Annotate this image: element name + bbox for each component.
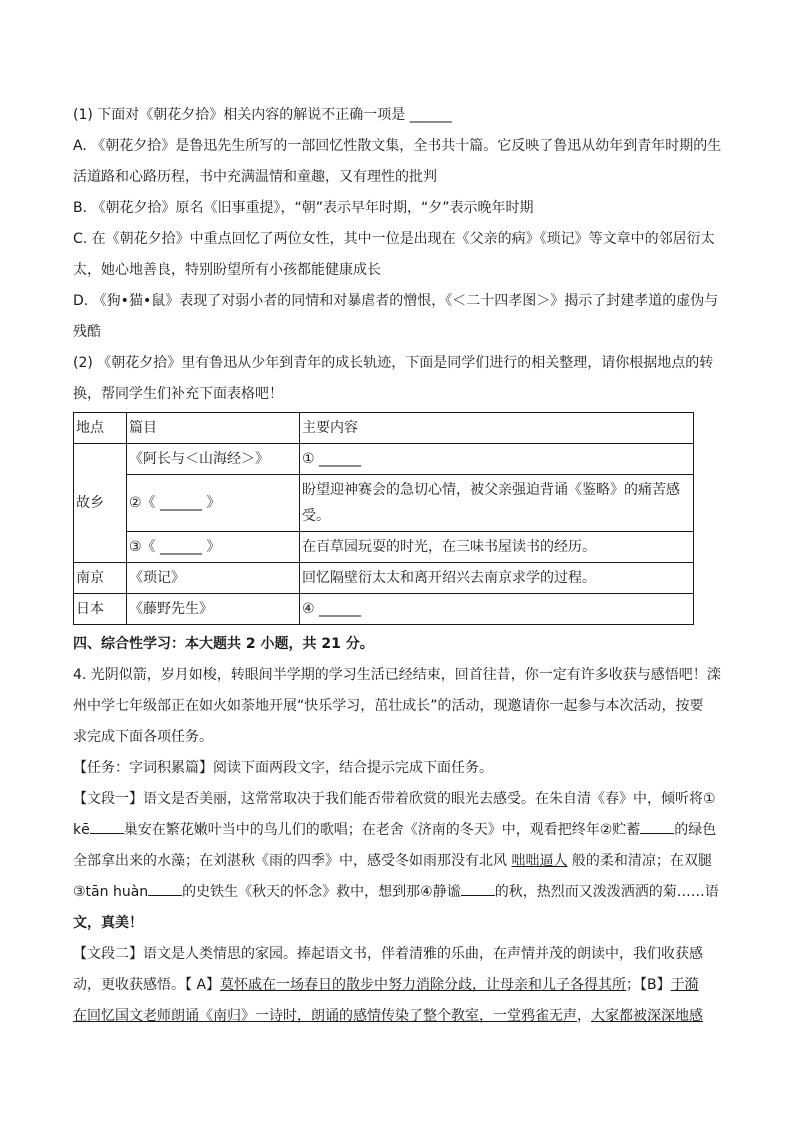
- passage1-line4: [73, 877, 723, 908]
- passage1-line4-end: 的秋，热烈而又泼泼洒洒的菊……语: [494, 884, 719, 900]
- comma: ，: [577, 1008, 591, 1024]
- answer-blank-4[interactable]: [461, 881, 495, 896]
- row5-content-blank[interactable]: ④ ______: [300, 594, 694, 625]
- passage2-line3: [73, 1001, 723, 1032]
- header-place: 地点: [74, 413, 127, 444]
- q1-stem: (1) 下面对《朝花夕拾》相关内容的解说不正确一项是 ______: [73, 107, 452, 123]
- passage1-line4-text: 的史铁生《秋天的怀念》救中，想到那④静谧: [182, 884, 461, 900]
- section4-heading: 四、综合性学习：本大题共 2 小题，共 21 分。: [73, 636, 374, 652]
- passage1-line2: [73, 815, 723, 846]
- answer-blank-1[interactable]: [90, 819, 124, 834]
- passage2-line2: [73, 970, 723, 1001]
- q1-option-a-line1: A. 《朝花夕拾》是鲁迅先生所写的一部回忆性散文集，全书共十篇。它反映了鲁迅从幼年到青年时期的生: [73, 138, 722, 154]
- row3-title-blank[interactable]: ③《 ______ 》: [127, 532, 300, 563]
- passage1-line3-end: 般的柔和清凉；在双腿: [567, 853, 712, 869]
- q4-intro-line1: 4. 光阴似箭，岁月如梭，转眼间半学期的学习生活已经结束，回首往昔，你一定有许多收获与感悟吧！滦: [73, 667, 721, 683]
- answer-blank-3[interactable]: [148, 881, 182, 896]
- passage1-line2-end: 的绿色: [674, 822, 717, 838]
- table-header-row: [74, 413, 694, 444]
- place-hometown: 故乡: [74, 444, 127, 563]
- table-row: [74, 594, 694, 625]
- passage1-line3: [73, 846, 723, 877]
- underlined-sentence-b-start: 于漪: [670, 977, 699, 993]
- table-row: [74, 475, 694, 532]
- answer-blank-2[interactable]: [640, 819, 674, 834]
- header-title: 篇目: [127, 413, 300, 444]
- q2-stem-line2: 换，帮同学生们补充下面表格吧！: [73, 386, 283, 402]
- passage1-line5: 文，真美！: [73, 915, 143, 931]
- page-content: [73, 100, 723, 1032]
- place-japan: 日本: [74, 594, 127, 625]
- row2-title-blank[interactable]: ②《 ______ 》: [127, 475, 300, 532]
- q1-option-c-line2: 太，她心地善良，特别盼望所有小孩都能健康成长: [73, 262, 381, 278]
- place-nanjing: 南京: [74, 563, 127, 594]
- row5-title: 《藤野先生》: [127, 594, 300, 625]
- q1-option-d-line1: D. 《狗•猫•鼠》表现了对弱小者的同情和对暴虐者的憎恨，《＜二十四孝图＞》揭示了封建孝道的虚伪与: [73, 293, 719, 309]
- underlined-sentence-b: 在回忆国文老师朗诵《南归》一诗时，朗诵的感情传染了整个教室，一堂鸦雀无声: [73, 1008, 577, 1024]
- underlined-sentence-a: 莫怀戚在一场春日的散步中努力消除分歧，让母亲和儿子各得其所: [220, 977, 627, 993]
- q1-option-b: B. 《朝花夕拾》原名《旧事重提》，“朝”表示早年时期，“夕”表示晚年时期: [73, 200, 534, 216]
- q1-option-c-line1: C. 在《朝花夕拾》中重点回忆了两位女性，其中一位是出现在《父亲的病》《琐记》等文章中的邻居衍太: [73, 231, 715, 247]
- marker-b: ；【B】: [626, 977, 671, 993]
- passage1-line3-text: 全部拿出来的水藻；在刘湛秋《雨的四季》中，感受冬如雨那没有北风: [73, 853, 512, 869]
- table-row: [74, 532, 694, 563]
- pinyin-tanhuan: ③tān huàn: [73, 884, 149, 900]
- row2-content: [300, 475, 694, 532]
- q2-stem-line1: (2) 《朝花夕拾》里有鲁迅从少年到青年的成长轨迹，下面是同学们进行的相关整理，请你根据地点的转: [73, 355, 714, 371]
- passage1-line1: 【文段一】语文是否美丽，这常常取决于我们能否带着欣赏的眼光去感受。在朱自清《春》中，倾听将①: [73, 791, 716, 807]
- passage1-line2-text: 巢安在繁花嫩叶当中的鸟儿们的歌唱；在老舍《济南的冬天》中，观看把终年②贮蓄: [123, 822, 641, 838]
- row2-content-line2: 受。: [302, 508, 330, 524]
- ruby-word: 咄咄逼人: [511, 853, 568, 869]
- q4-intro-line3: 求完成下面各项任务。: [73, 729, 213, 745]
- q1-option-a-line2: 活道路和心路历程，书中充满温情和童趣，又有理性的批判: [73, 169, 437, 185]
- row4-content: 回忆隔壁衍太太和离开绍兴去南京求学的过程。: [300, 563, 694, 594]
- header-content: 主要内容: [300, 413, 694, 444]
- table-row: [74, 444, 694, 475]
- row1-content-blank[interactable]: ① ______: [300, 444, 694, 475]
- q4-intro-line2: 州中学七年级部正在如火如荼地开展“快乐学习，茁壮成长”的活动，现邀请你一起参与本次活动，按要: [73, 698, 704, 714]
- growth-table: [73, 412, 694, 625]
- row2-content-line1: 盼望迎神赛会的急切心情，被父亲强迫背诵《鉴略》的痛苦感: [302, 482, 680, 498]
- pinyin-ke: kē: [73, 822, 90, 838]
- q4-task: 【任务：字词积累篇】阅读下面两段文字，结合提示完成下面任务。: [73, 760, 493, 776]
- row1-title: 《阿长与＜山海经＞》: [127, 444, 300, 475]
- q1-option-d-line2: 残酷: [73, 324, 101, 340]
- row4-title: 《琐记》: [127, 563, 300, 594]
- passage2-line1: 【文段二】语文是人类情思的家园。捧起语文书，伴着清雅的乐曲，在声情并茂的朗读中，我们收获感: [73, 946, 703, 962]
- underlined-sentence-c: 大家都被深深地感: [591, 1008, 703, 1024]
- passage2-line2-text: 动，更收获感悟。【 A】: [73, 977, 221, 993]
- row3-content: 在百草园玩耍的时光，在三味书屋读书的经历。: [300, 532, 694, 563]
- table-row: [74, 563, 694, 594]
